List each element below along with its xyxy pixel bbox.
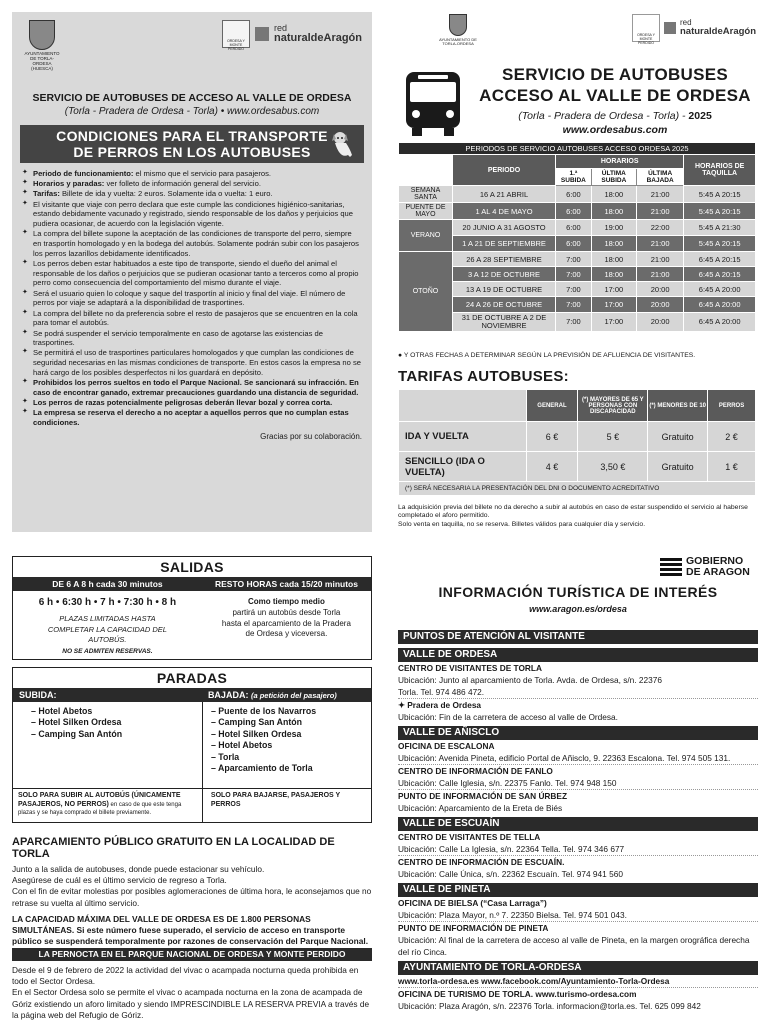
bus-service-subtitle: (Torla - Pradera de Ordesa - Torla) - 2025 bbox=[518, 110, 712, 122]
salidas-title: SALIDAS bbox=[160, 559, 224, 575]
period-time-cell: 6:45 A 20:00 bbox=[684, 297, 756, 312]
parking-title: APARCAMIENTO PÚBLICO GRATUITO EN LA LOCALIDAD DE TORLA bbox=[12, 836, 335, 860]
fare-type-label: IDA Y VUELTA bbox=[399, 422, 527, 452]
period-row bbox=[399, 267, 756, 282]
tourist-sections bbox=[398, 648, 758, 1012]
office-name: OFICINA DE BIELSA (“Casa Larraga”) bbox=[398, 898, 547, 909]
office-name[interactable]: www.torla-ordesa.es www.facebook.com/Ayuntamiento-Torla-Ordesa bbox=[398, 976, 670, 987]
parking-section bbox=[12, 836, 372, 948]
dog-conditions-banner bbox=[20, 125, 364, 163]
service-title: SERVICIO DE AUTOBUSES DE ACCESO AL VALLE DE ORDESA bbox=[32, 92, 352, 104]
period-time-cell: 18:00 bbox=[591, 267, 636, 282]
dog-rule-item: ✦ Será el usuario quien lo coloque y saque del trasportín al inicio y final del viaje. El número de perros por viaje se adaptará a la disponibilidad de trasportines. bbox=[22, 289, 362, 308]
period-row bbox=[399, 220, 756, 236]
fares-title: TARIFAS AUTOBUSES: bbox=[398, 368, 569, 385]
period-dates-cell: 3 A 12 DE OCTUBRE bbox=[452, 267, 555, 282]
office-name: CENTRO DE VISITANTES DE TORLA bbox=[398, 663, 542, 673]
departure-times: 6 h • 6:30 h • 7 h • 7:30 h • 8 h bbox=[38, 597, 177, 608]
periods-table-body bbox=[399, 186, 756, 332]
dog-rule-item: ✦ Horarios y paradas: ver folleto de información general del servicio. bbox=[22, 179, 362, 189]
bajada-note: SOLO PARA BAJARSE, PASAJEROS Y PERROS bbox=[202, 789, 371, 822]
fare-price-cell: 6 € bbox=[526, 422, 578, 452]
aragon-flag-icon bbox=[660, 558, 682, 576]
fare-row bbox=[399, 452, 756, 482]
period-row bbox=[399, 282, 756, 297]
office-name: PUNTO DE INFORMACIÓN DE SAN ÚRBEZ bbox=[398, 789, 758, 802]
bajada-stop-item: – Torla bbox=[210, 751, 240, 762]
fares-footnote: (*) SERÁ NECESARIA LA PRESENTACIÓN DEL DNI O DOCUMENTO ACREDITATIVO bbox=[399, 482, 756, 496]
bajada-stop-item: – Aparcamiento de Torla bbox=[210, 763, 313, 774]
office-details: Ubicación: Junto al aparcamiento de Torla. Avda. de Ordesa, s/n. 22376 bbox=[398, 675, 662, 686]
header-ultima-bajada: ÚLTIMA BAJADA bbox=[636, 169, 683, 186]
salidas-right-col bbox=[202, 591, 371, 655]
red-natural-text: red naturaldeAragón bbox=[680, 18, 757, 38]
period-time-cell: 6:00 bbox=[556, 236, 592, 252]
period-time-cell: 21:00 bbox=[636, 267, 683, 282]
period-time-cell: 7:00 bbox=[556, 252, 592, 267]
period-time-cell: 18:00 bbox=[591, 252, 636, 267]
valley-section-header: VALLE DE AÑISCLO bbox=[398, 726, 758, 740]
office-name: CENTRO DE INFORMACIÓN DE ESCUAÍN. bbox=[398, 855, 758, 868]
period-time-cell: 21:00 bbox=[636, 186, 683, 203]
gobierno-aragon-text: GOBIERNO DE ARAGON bbox=[686, 555, 750, 578]
puntos-header: PUNTOS DE ATENCIÓN AL VISITANTE bbox=[398, 630, 758, 644]
period-time-cell: 6:00 bbox=[556, 203, 592, 220]
office-details: Ubicación: Avenida Pineta, edificio Portal de Añisclo, 9. 22363 Escalona. Tel. 974 505 131. bbox=[398, 753, 731, 764]
period-dates-cell: 16 A 21 ABRIL bbox=[452, 186, 555, 203]
office-name: CENTRO DE VISITANTES DE TELLA bbox=[398, 832, 541, 843]
header-taquilla: HORARIOS DE TAQUILLA bbox=[684, 155, 756, 186]
fares-table bbox=[398, 389, 756, 496]
period-time-cell: 5:45 A 20:15 bbox=[684, 236, 756, 252]
office-details: Ubicación: Fin de la carretera de acceso al valle de Ordesa. bbox=[398, 712, 618, 723]
bajada-stop-item: – Camping San Antón bbox=[210, 717, 303, 728]
period-dates-cell: 20 JUNIO A 31 AGOSTO bbox=[452, 220, 555, 236]
period-time-cell: 21:00 bbox=[636, 236, 683, 252]
subida-label: SUBIDA: bbox=[19, 690, 57, 700]
dog-rule-item: ✦ Los perros deben estar habituados a este tipo de transporte, siendo el dueño del animal el responsable de los daños o perjuicios que se pudieran ocasionar tanto a terceros como al propio perro como consecuencia del comportamiento del mismo durante el viaje. bbox=[22, 259, 362, 288]
crest-shield-icon bbox=[29, 20, 55, 50]
office-details: Ubicación: Calle La Iglesia, s/n. 22364 Tella. Tel. 974 346 677 bbox=[398, 844, 625, 855]
period-time-cell: 7:00 bbox=[556, 267, 592, 282]
no-reservations-note: NO SE ADMITEN RESERVAS. bbox=[62, 647, 153, 655]
office-name: ✦ Pradera de Ordesa bbox=[398, 698, 758, 711]
salidas-left-header: DE 6 A 8 h cada 30 minutos bbox=[52, 579, 163, 589]
period-time-cell: 18:00 bbox=[591, 186, 636, 203]
fares-table-body bbox=[399, 422, 756, 482]
period-row bbox=[399, 252, 756, 267]
period-time-cell: 22:00 bbox=[636, 220, 683, 236]
period-time-cell: 17:00 bbox=[591, 282, 636, 297]
bajada-header: BAJADA: (a petición del pasajero) bbox=[207, 690, 337, 700]
period-row bbox=[399, 203, 756, 220]
period-time-cell: 6:45 A 20:00 bbox=[684, 312, 756, 332]
office-name: OFICINA DE ESCALONA bbox=[398, 741, 495, 752]
period-time-cell: 7:00 bbox=[556, 282, 592, 297]
dog-rule-item: ✦ La compra del billete supone la aceptación de las condiciones de transporte del perro, siempre en trasportín homologado y en la bodega del autobús. Solamente podrán subir con los pasajeros los perros lazarillos debidamente identificados. bbox=[22, 229, 362, 258]
bajada-stops-list bbox=[202, 702, 371, 788]
header-horarios: HORARIOS bbox=[556, 155, 684, 169]
dog-rule-item: ✦ La compra del billete no da preferencia sobre el resto de pasajeros que se encuentren en la cola para tomar el autobús. bbox=[22, 309, 362, 328]
dog-conditions-panel bbox=[12, 12, 372, 532]
paradas-title: PARADAS bbox=[156, 670, 228, 686]
torla-crest-logo-right bbox=[438, 14, 478, 47]
bajada-stop-item: – Puente de los Navarros bbox=[210, 706, 317, 716]
office-details: Ubicación: Aparcamiento de la Ereta de Biés bbox=[398, 803, 563, 814]
period-group-label: PUENTE DE MAYO bbox=[399, 203, 453, 220]
dog-rule-item: ✦ Se podrá suspender el servicio temporalmente en caso de agotarse las existencias de trasportines. bbox=[22, 329, 362, 348]
bus-website-link[interactable]: www.ordesabus.com bbox=[562, 124, 668, 136]
period-time-cell: 18:00 bbox=[591, 203, 636, 220]
period-row bbox=[399, 236, 756, 252]
fare-row bbox=[399, 422, 756, 452]
office-details: Torla. Tel. 974 486 472. bbox=[398, 687, 485, 698]
header-primera-subida: 1.ª SUBIDA bbox=[556, 169, 592, 186]
period-time-cell: 6:00 bbox=[556, 186, 592, 203]
period-time-cell: 6:45 A 20:15 bbox=[684, 267, 756, 282]
salidas-left-col bbox=[13, 591, 202, 655]
red-natural-icon bbox=[664, 22, 676, 34]
fare-price-cell: 3,50 € bbox=[578, 452, 648, 482]
torla-crest-logo bbox=[22, 20, 62, 72]
salidas-right-header: RESTO HORAS cada 15/20 minutos bbox=[214, 579, 358, 589]
crest-shield-icon bbox=[449, 14, 467, 36]
frequency-title: Como tiempo medio bbox=[247, 597, 325, 606]
salidas-header-bar bbox=[13, 577, 371, 591]
red-natural-aragon-logo-right bbox=[632, 14, 757, 45]
period-time-cell: 6:00 bbox=[556, 220, 592, 236]
period-time-cell: 20:00 bbox=[636, 312, 683, 332]
period-dates-cell: 13 A 19 DE OCTUBRE bbox=[452, 282, 555, 297]
paradas-box bbox=[12, 667, 372, 823]
fare-header-dogs: PERROS bbox=[708, 390, 756, 422]
valley-section-header: VALLE DE ESCUAÍN bbox=[398, 817, 758, 831]
period-row bbox=[399, 186, 756, 203]
dog-rule-item: ✦ Se permitirá el uso de trasportines particulares homologados y que cumplan las condiciones de seguridad necesarias en las mismas condiciones de transporte. En estos casos la empresa no se hará cargo de los posibles desperfectos ni los guardará en depósito. bbox=[22, 348, 362, 377]
period-time-cell: 21:00 bbox=[636, 203, 683, 220]
period-dates-cell: 24 A 26 DE OCTUBRE bbox=[452, 297, 555, 312]
period-time-cell: 6:45 A 20:00 bbox=[684, 282, 756, 297]
parking-text: Junto a la salida de autobuses, donde puede estacionar su vehículo. Asegúrese de cuál es el último servicio de regreso a Torla. Con el fin de evitar molestias por posibles aglomeraciones de última hora, le aconsejamos que no retrase su vuelta al último servicio. bbox=[12, 864, 372, 908]
limited-seats-note: PLAZAS LIMITADAS HASTA COMPLETAR LA CAPACIDAD DEL AUTOBÚS. bbox=[47, 614, 167, 644]
dog-rule-item: ✦ La empresa se reserva el derecho a no aceptar a aquellos perros que no cumplan estas condiciones. bbox=[22, 408, 362, 427]
capacity-notice: LA CAPACIDAD MÁXIMA DEL VALLE DE ORDESA ES DE 1.800 PERSONAS SIMULTÁNEAS. Si este número fuese superado, el servicio de acceso en transporte público se suspenderá temporalmente por razones de conservación del Parque Nacional. bbox=[12, 913, 369, 947]
valley-section-header: VALLE DE PINETA bbox=[398, 883, 758, 897]
dog-rule-item: ✦ Prohibidos los perros sueltos en todo el Parque Nacional. Se sancionará su infracción. En caso de encontrar ganado, extremar precauciones guardando una distancia de seguridad. bbox=[22, 378, 362, 397]
dog-rule-item: ✦ El visitante que viaje con perro declara que este cumple las condiciones higiénico-sanitarias, estando debidamente vacunado y registrado, siendo responsable de los daños y perjuicios que pudiera ocasionar, de acuerdo con la legislación vigente. bbox=[22, 200, 362, 229]
ordesa-park-logo: ORDESA Y MONTE PERDIDO bbox=[222, 20, 250, 48]
fare-price-cell: Gratuito bbox=[648, 452, 708, 482]
dog-icon bbox=[328, 129, 356, 159]
subida-note: SOLO PARA SUBIR AL AUTOBÚS (ÚNICAMENTE PASAJEROS, NO PERROS) en caso de que este tenga plazas y se haya comprado el billete previamente. bbox=[18, 792, 182, 816]
dog-rule-item: ✦ Periodo de funcionamiento: el mismo que el servicio para pasajeros. bbox=[22, 169, 362, 179]
paradas-header-bar bbox=[13, 688, 371, 702]
dog-rule-item: ✦ Los perros de razas potencialmente peligrosas deberán llevar bozal y correa corta. bbox=[22, 398, 362, 408]
period-time-cell: 19:00 bbox=[591, 220, 636, 236]
pernocta-text: Desde el 9 de febrero de 2022 la actividad del vivac o acampada nocturna queda prohibida en todo el Sector Ordesa. En el Sector Ordesa solo se permite el vivac o acampada nocturna en la zona de acampada de Góriz existiendo un aforo limitado y siendo IMPRESCINDIBLE LA RESERVA PREVIA a través de la página web del Refugio de Góriz. bbox=[12, 965, 370, 1020]
bajada-stop-item: – Hotel Silken Ordesa bbox=[210, 728, 302, 739]
dog-rule-item: ✦ Tarifas: Billete de ida y vuelta: 2 euros. Solamente ida o vuelta: 1 euro. bbox=[22, 189, 362, 199]
period-time-cell: 5:45 A 21:30 bbox=[684, 220, 756, 236]
service-subtitle: (Torla - Pradera de Ordesa - Torla) • www.ordesabus.com bbox=[64, 106, 320, 117]
period-dates-cell: 1 A 21 DE SEPTIEMBRE bbox=[452, 236, 555, 252]
subida-stops-list bbox=[13, 702, 202, 788]
office-name: CENTRO DE INFORMACIÓN DE FANLO bbox=[398, 764, 758, 777]
salidas-box bbox=[12, 556, 372, 660]
office-details: Ubicación: Al final de la carretera de acceso al valle de Pineta, en la margen orográfica derecha del río Cinca. bbox=[398, 935, 750, 958]
office-details: Ubicación: Plaza Mayor, n.º 7. 22350 Bielsa. Tel. 974 501 043. bbox=[398, 910, 627, 921]
frequency-text: partirá un autobús desde Torla hasta el aparcamiento de la Pradera de Ordesa y viceversa. bbox=[221, 607, 351, 639]
fares-note-2: Solo venta en taquilla, no se reserva. Billetes válidos para cualquier día y servicio. bbox=[398, 520, 646, 528]
fares-note-1: La adquisición previa del billete no da derecho a subir al autobús en caso de estar suspendido el servicio al haberse completado el aforo permitido. bbox=[398, 504, 748, 520]
period-time-cell: 5:45 A 20:15 bbox=[684, 203, 756, 220]
red-natural-text: red naturaldeAragón bbox=[273, 23, 362, 44]
crest-caption: AYUNTAMIENTO DE TORLA-ORDESA bbox=[439, 37, 477, 47]
period-dates-cell: 31 DE OCTUBRE A 2 DE NOVIEMBRE bbox=[452, 312, 555, 332]
office-name[interactable]: OFICINA DE TURISMO DE TORLA. www.turismo-ordesa.com bbox=[398, 987, 758, 1000]
fare-header-seniors: (*) MAYORES DE 65 Y PERSONAS CON DISCAPACIDAD bbox=[578, 390, 648, 422]
fare-price-cell: Gratuito bbox=[648, 422, 708, 452]
thanks-text: Gracias por su colaboración. bbox=[260, 431, 362, 441]
period-time-cell: 7:00 bbox=[556, 297, 592, 312]
period-time-cell: 18:00 bbox=[591, 236, 636, 252]
period-dates-cell: 1 AL 4 DE MAYO bbox=[452, 203, 555, 220]
fare-price-cell: 4 € bbox=[526, 452, 578, 482]
period-time-cell: 20:00 bbox=[636, 297, 683, 312]
fare-header-general: GENERAL bbox=[526, 390, 578, 422]
fare-price-cell: 2 € bbox=[708, 422, 756, 452]
gobierno-aragon-logo bbox=[660, 556, 750, 577]
fare-price-cell: 1 € bbox=[708, 452, 756, 482]
period-row bbox=[399, 297, 756, 312]
dog-rules-list bbox=[22, 169, 362, 428]
header-periodo: PERIODO bbox=[452, 155, 555, 186]
fares-notes bbox=[398, 504, 758, 529]
period-time-cell: 17:00 bbox=[591, 312, 636, 332]
periods-note: ● Y OTRAS FECHAS A DETERMINAR SEGÚN LA PREVISIÓN DE AFLUENCIA DE VISITANTES. bbox=[398, 352, 696, 359]
bajada-stop-item: – Hotel Abetos bbox=[210, 740, 273, 751]
period-time-cell: 20:00 bbox=[636, 282, 683, 297]
valley-section-header: VALLE DE ORDESA bbox=[398, 648, 758, 662]
period-time-cell: 17:00 bbox=[591, 297, 636, 312]
subida-stop-item: – Camping San Antón bbox=[31, 728, 123, 739]
subida-stop-item: – Hotel Silken Ordesa bbox=[31, 717, 122, 728]
period-time-cell: 7:00 bbox=[556, 312, 592, 332]
ordesa-park-logo: ORDESA Y MONTE PERDIDO bbox=[632, 14, 660, 42]
period-time-cell: 6:45 A 20:15 bbox=[684, 252, 756, 267]
fare-price-cell: 5 € bbox=[578, 422, 648, 452]
banner-title: CONDICIONES PARA EL TRANSPORTE DE PERROS EN LOS AUTOBUSES bbox=[56, 127, 328, 160]
period-dates-cell: 26 A 28 SEPTIEMBRE bbox=[452, 252, 555, 267]
pernocta-title: LA PERNOCTA EN EL PARQUE NACIONAL DE ORDESA Y MONTE PERDIDO bbox=[12, 948, 372, 961]
logo-row bbox=[22, 20, 362, 82]
tourist-title: INFORMACIÓN TURÍSTICA DE INTERÉS bbox=[438, 584, 718, 600]
valley-section-header: AYUNTAMIENTO DE TORLA-ORDESA bbox=[398, 961, 758, 975]
periods-caption: PERIODOS DE SERVICIO AUTOBUSES ACCESO ORDESA 2025 bbox=[399, 143, 756, 155]
fare-type-label: SENCILLO (IDA O VUELTA) bbox=[399, 452, 527, 482]
office-details: Ubicación: Calle Única, s/n. 22362 Escuaín. Tel. 974 941 560 bbox=[398, 869, 623, 880]
office-details: Ubicación: Plaza Aragón, s/n. 22376 Torla. informacion@torla.es. Tel. 625 099 842 bbox=[398, 1001, 701, 1012]
period-group-label: SEMANA SANTA bbox=[399, 186, 453, 203]
bus-service-title: SERVICIO DE AUTOBUSES ACCESO AL VALLE DE ORDESA bbox=[479, 65, 751, 106]
red-natural-aragon-logo bbox=[222, 20, 362, 51]
period-time-cell: 5:45 A 20:15 bbox=[684, 186, 756, 203]
office-details: Ubicación: Calle Iglesia, s/n. 22375 Fanlo. Tel. 974 948 150 bbox=[398, 778, 617, 789]
period-row bbox=[399, 312, 756, 332]
period-group-label: OTOÑO bbox=[399, 252, 453, 332]
red-natural-icon bbox=[255, 27, 269, 41]
bus-icon bbox=[402, 70, 464, 138]
service-periods-table bbox=[398, 142, 756, 332]
period-time-cell: 21:00 bbox=[636, 252, 683, 267]
crest-caption: AYUNTAMIENTO DE TORLA-ORDESA (HUESCA) bbox=[24, 51, 60, 71]
subida-stop-item: – Hotel Abetos bbox=[31, 706, 93, 716]
tourist-website-link[interactable]: www.aragon.es/ordesa bbox=[529, 604, 627, 614]
period-group-label: VERANO bbox=[399, 220, 453, 252]
fare-header-children: (*) MENORES DE 10 bbox=[648, 390, 708, 422]
header-ultima-subida: ÚLTIMA SUBIDA bbox=[591, 169, 636, 186]
office-name: PUNTO DE INFORMACIÓN DE PINETA bbox=[398, 921, 758, 934]
